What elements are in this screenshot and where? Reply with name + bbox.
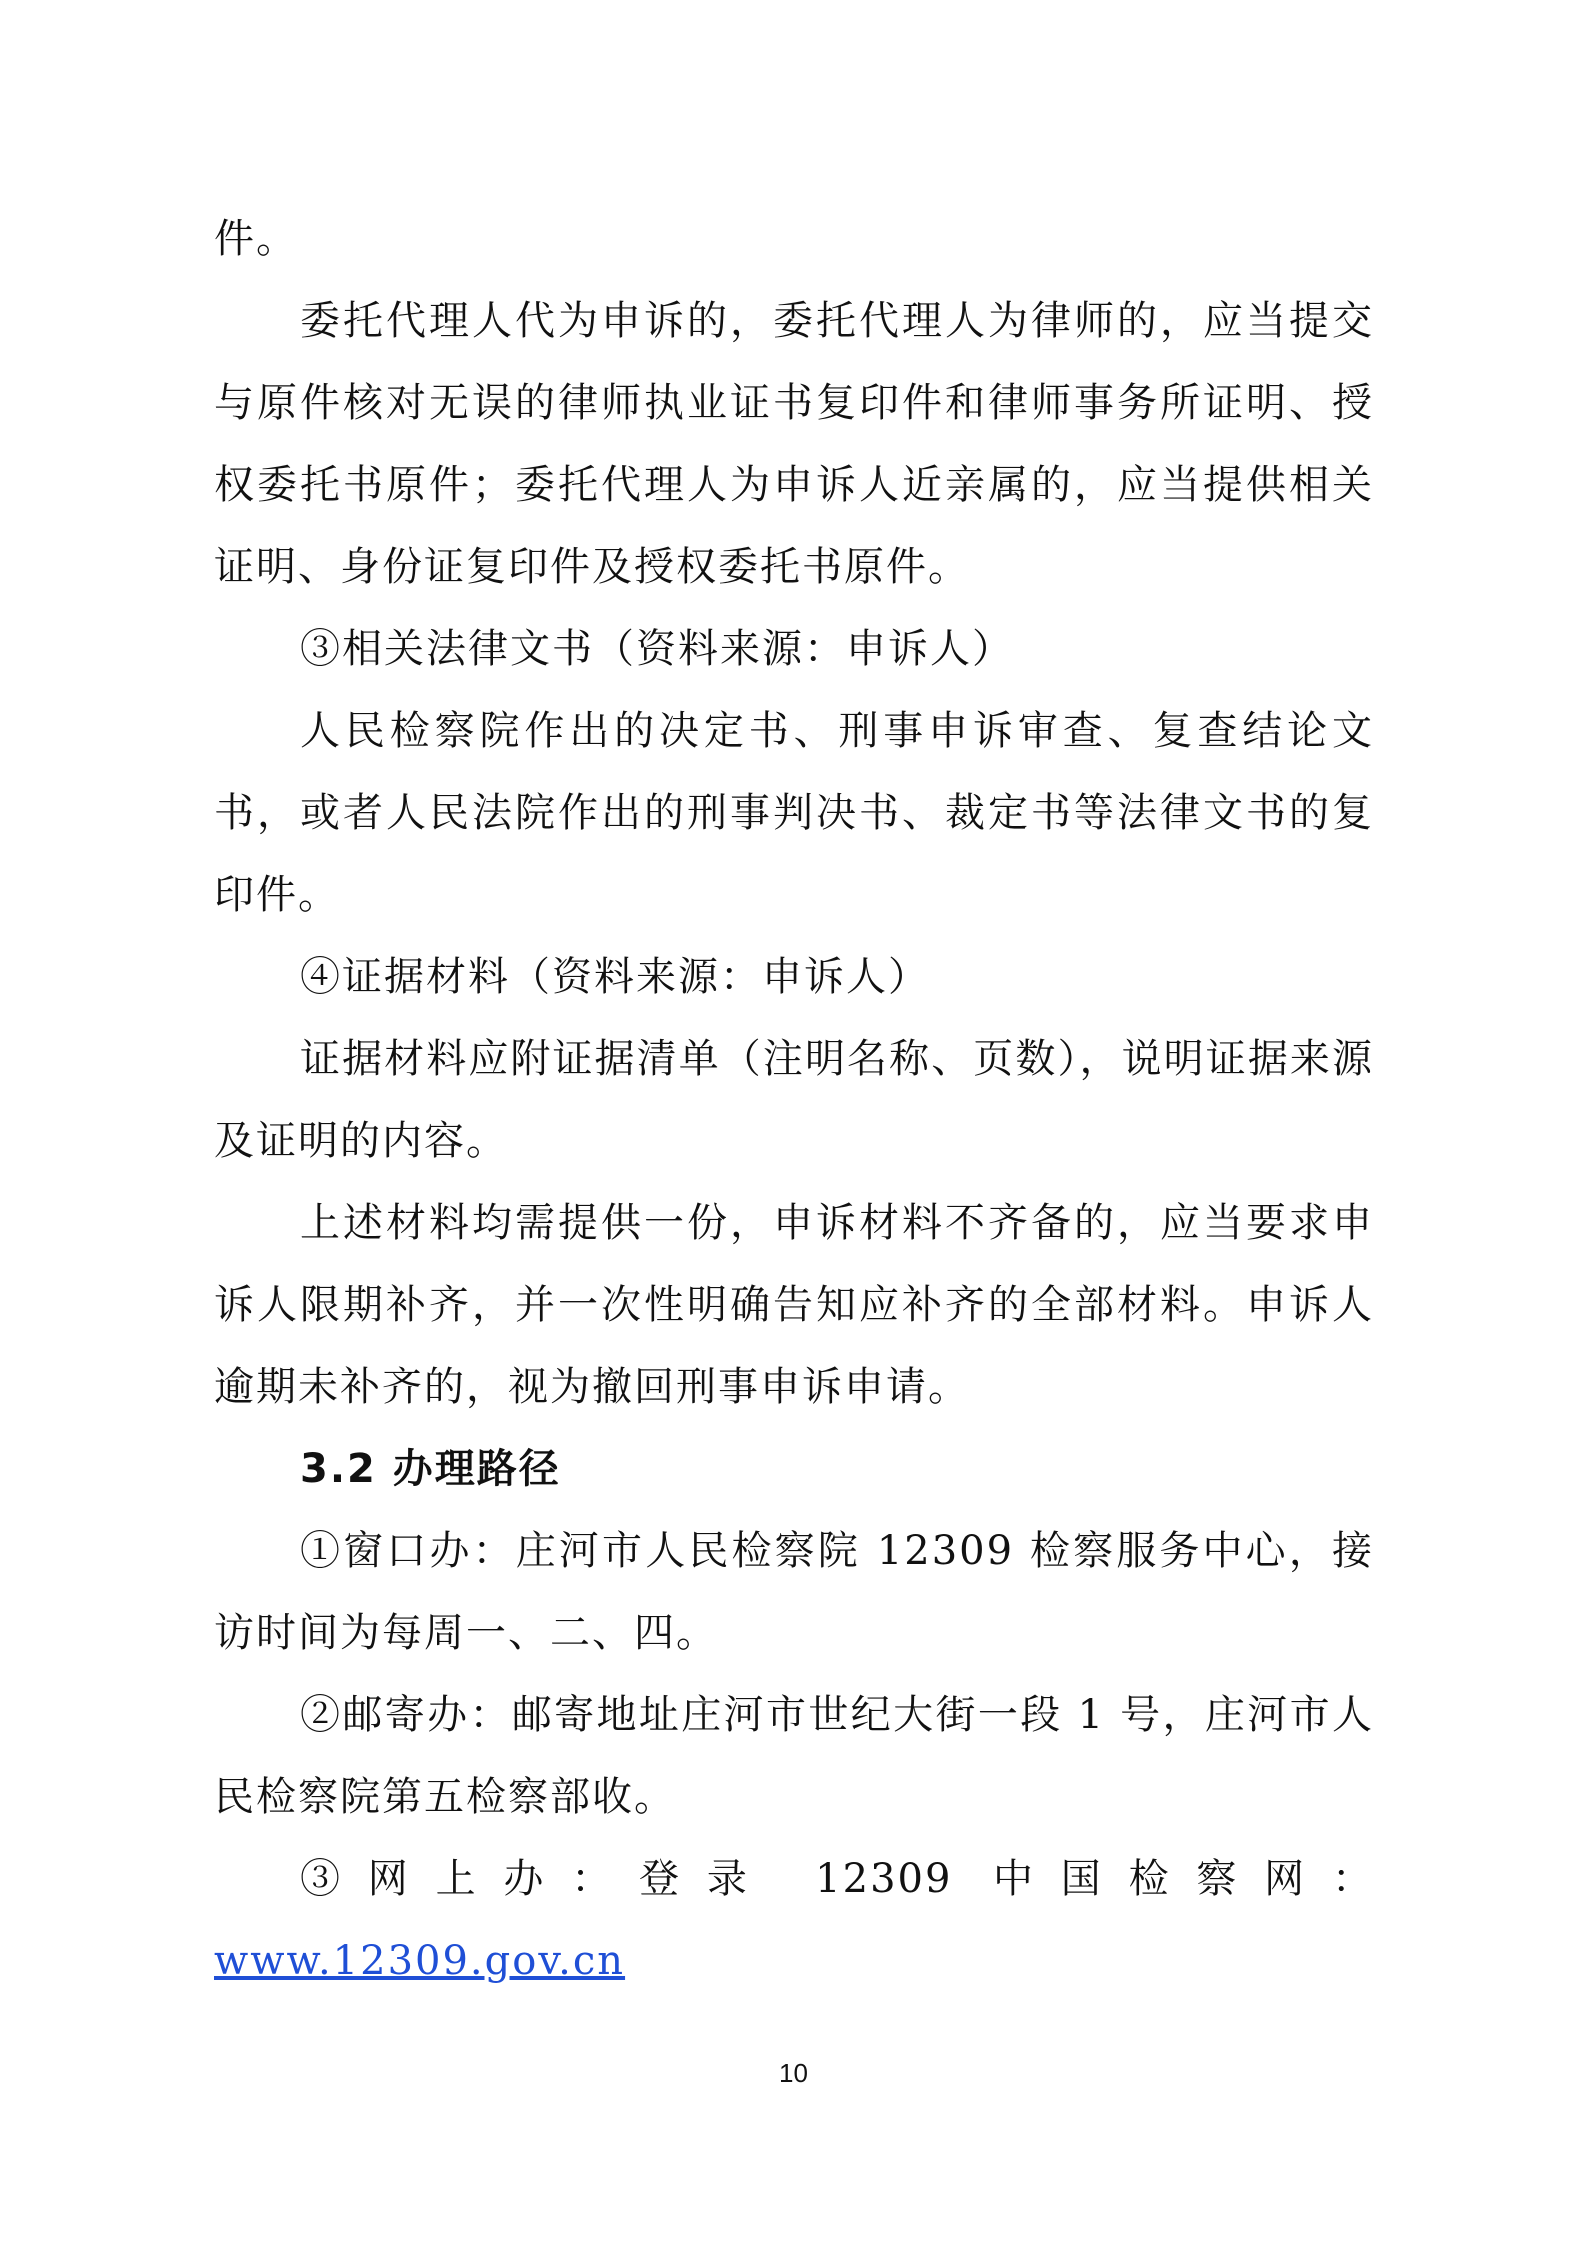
paragraph-legal-documents: 人民检察院作出的决定书、刑事申诉审查、复查结论文书，或者人民法院作出的刑事判决书、裁定书等法律文书的复印件。 bbox=[214, 708, 1374, 918]
paragraph-evidence: 证据材料应附证据清单（注明名称、页数），说明证据来源及证明的内容。 bbox=[214, 1036, 1374, 1164]
page-body bbox=[214, 198, 1374, 2002]
paragraph-continuation: 件。 bbox=[214, 216, 298, 262]
paragraph-agent-materials: 委托代理人代为申诉的，委托代理人为律师的，应当提交与原件核对无误的律师执业证书复印件和律师事务所证明、授权委托书原件；委托代理人为申诉人近亲属的，应当提供相关证明、身份证复印件及授权委托书原件。 bbox=[214, 298, 1374, 590]
paragraph-materials-requirement: 上述材料均需提供一份，申诉材料不齐备的，应当要求申诉人限期补齐，并一次性明确告知应补齐的全部材料。申诉人逾期未补齐的，视为撤回刑事申诉申请。 bbox=[214, 1200, 1374, 1410]
section-heading: 3.2 办理路径 bbox=[300, 1446, 561, 1492]
page-number: 10 bbox=[779, 2058, 808, 2088]
route-window: ①窗口办：庄河市人民检察院 12309 检察服务中心，接访时间为每周一、二、四。 bbox=[214, 1528, 1374, 1656]
route-online bbox=[214, 1838, 1374, 2002]
route-online-label: ③网上办：登录 12309 中国检察网： bbox=[300, 1856, 1374, 1902]
route-mail: ②邮寄办：邮寄地址庄河市世纪大街一段 1 号，庄河市人民检察院第五检察部收。 bbox=[214, 1692, 1374, 1820]
item-legal-documents-title: ③相关法律文书（资料来源：申诉人） bbox=[300, 626, 1014, 672]
website-link[interactable]: www.12309.gov.cn bbox=[214, 1938, 626, 1984]
item-evidence-title: ④证据材料（资料来源：申诉人） bbox=[300, 954, 930, 1000]
